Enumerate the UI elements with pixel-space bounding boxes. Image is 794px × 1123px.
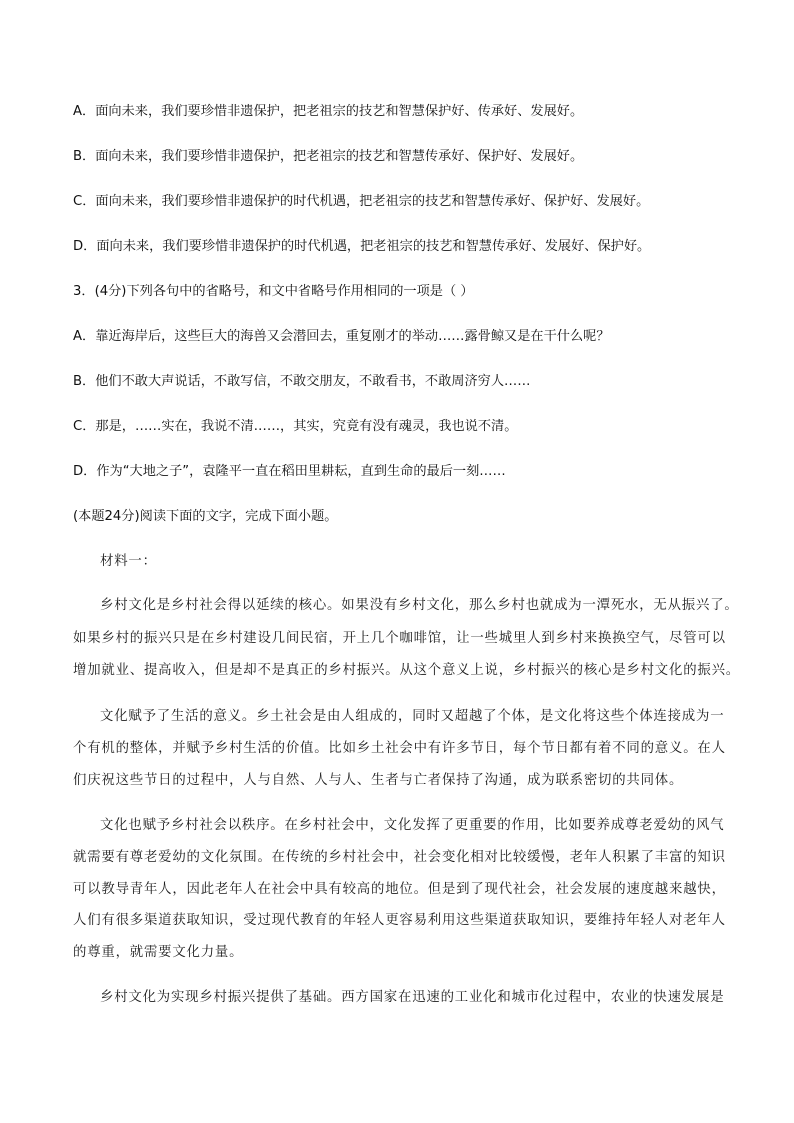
option-2c: C．面向未来，我们要珍惜非遗保护的时代机遇，把老祖宗的技艺和智慧传承好、保护好、发展好。 <box>73 194 650 209</box>
material-heading: 材料一： <box>100 554 157 569</box>
material-line: 乡村文化为实现乡村振兴提供了基础。西方国家在迅速的工业化和城市化过程中，农业的快速发展是 <box>100 990 725 1005</box>
option-3c: C．那是，……实在，我说不清……，其实，究竟有没有魂灵，我也说不清。 <box>73 419 518 434</box>
material-line: 文化赋予了生活的意义。乡土社会是由人组成的，同时又超越了个体，是文化将这些个体连接成为一 <box>100 709 725 724</box>
reading-instruction: (本题24分)阅读下面的文字，完成下面小题。 <box>73 509 338 524</box>
material-line: 们庆祝这些节日的过程中，人与自然、人与人、生者与亡者保持了沟通，成为联系密切的共同体。 <box>73 773 684 788</box>
option-3a: A．靠近海岸后，这些巨大的海兽又会潜回去，重复刚才的举动……露骨鲸又是在干什么呢？ <box>73 329 610 344</box>
option-3b: B．他们不敢大声说话，不敢写信，不敢交朋友，不敢看书，不敢周济穷人…… <box>73 374 531 389</box>
material-line: 人们有很多渠道获取知识，受过现代教育的年轻人更容易利用这些渠道获取知识，要维持年轻人对老年人 <box>73 913 726 928</box>
material-line: 文化也赋予乡村社会以秩序。在乡村社会中，文化发挥了更重要的作用，比如要养成尊老爱幼的风气 <box>100 818 725 833</box>
material-line: 的尊重，就需要文化力量。 <box>73 945 244 960</box>
material-line: 如果乡村的振兴只是在乡村建设几间民宿，开上几个咖啡馆，让一些城里人到乡村来换换空气，尽管可以 <box>73 631 726 646</box>
option-2d: D．面向未来，我们要珍惜非遗保护的时代机遇，把老祖宗的技艺和智慧传承好、发展好、保护好。 <box>73 239 651 254</box>
option-2b: B．面向未来，我们要珍惜非遗保护，把老祖宗的技艺和智慧传承好、保护好、发展好。 <box>73 149 584 164</box>
option-2a: A．面向未来，我们要珍惜非遗保护，把老祖宗的技艺和智慧保护好、传承好、发展好。 <box>73 104 584 119</box>
question-3-stem: 3．(4分)下列各句中的省略号，和文中省略号作用相同的一项是（ ） <box>73 284 474 299</box>
option-3d: D．作为“大地之子”，袁隆平一直在稻田里耕耘，直到生命的最后一刻…… <box>73 464 506 479</box>
material-line: 个有机的整体，并赋予乡村生活的价值。比如乡土社会中有许多节日，每个节日都有着不同的意义。在人 <box>73 741 726 756</box>
material-line: 乡村文化是乡村社会得以延续的核心。如果没有乡村文化，那么乡村也就成为一潭死水，无从振兴了。 <box>100 598 739 613</box>
material-line: 可以教导青年人，因此老年人在社会中具有较高的地位。但是到了现代社会，社会发展的速度越来越快， <box>73 882 726 897</box>
material-line: 增加就业、提高收入，但是却不是真正的乡村振兴。从这个意义上说，乡村振兴的核心是乡村文化的振兴。 <box>73 663 740 678</box>
material-line: 就需要有尊老爱幼的文化氛围。在传统的乡村社会中，社会变化相对比较缓慢，老年人积累了丰富的知识 <box>73 850 726 865</box>
